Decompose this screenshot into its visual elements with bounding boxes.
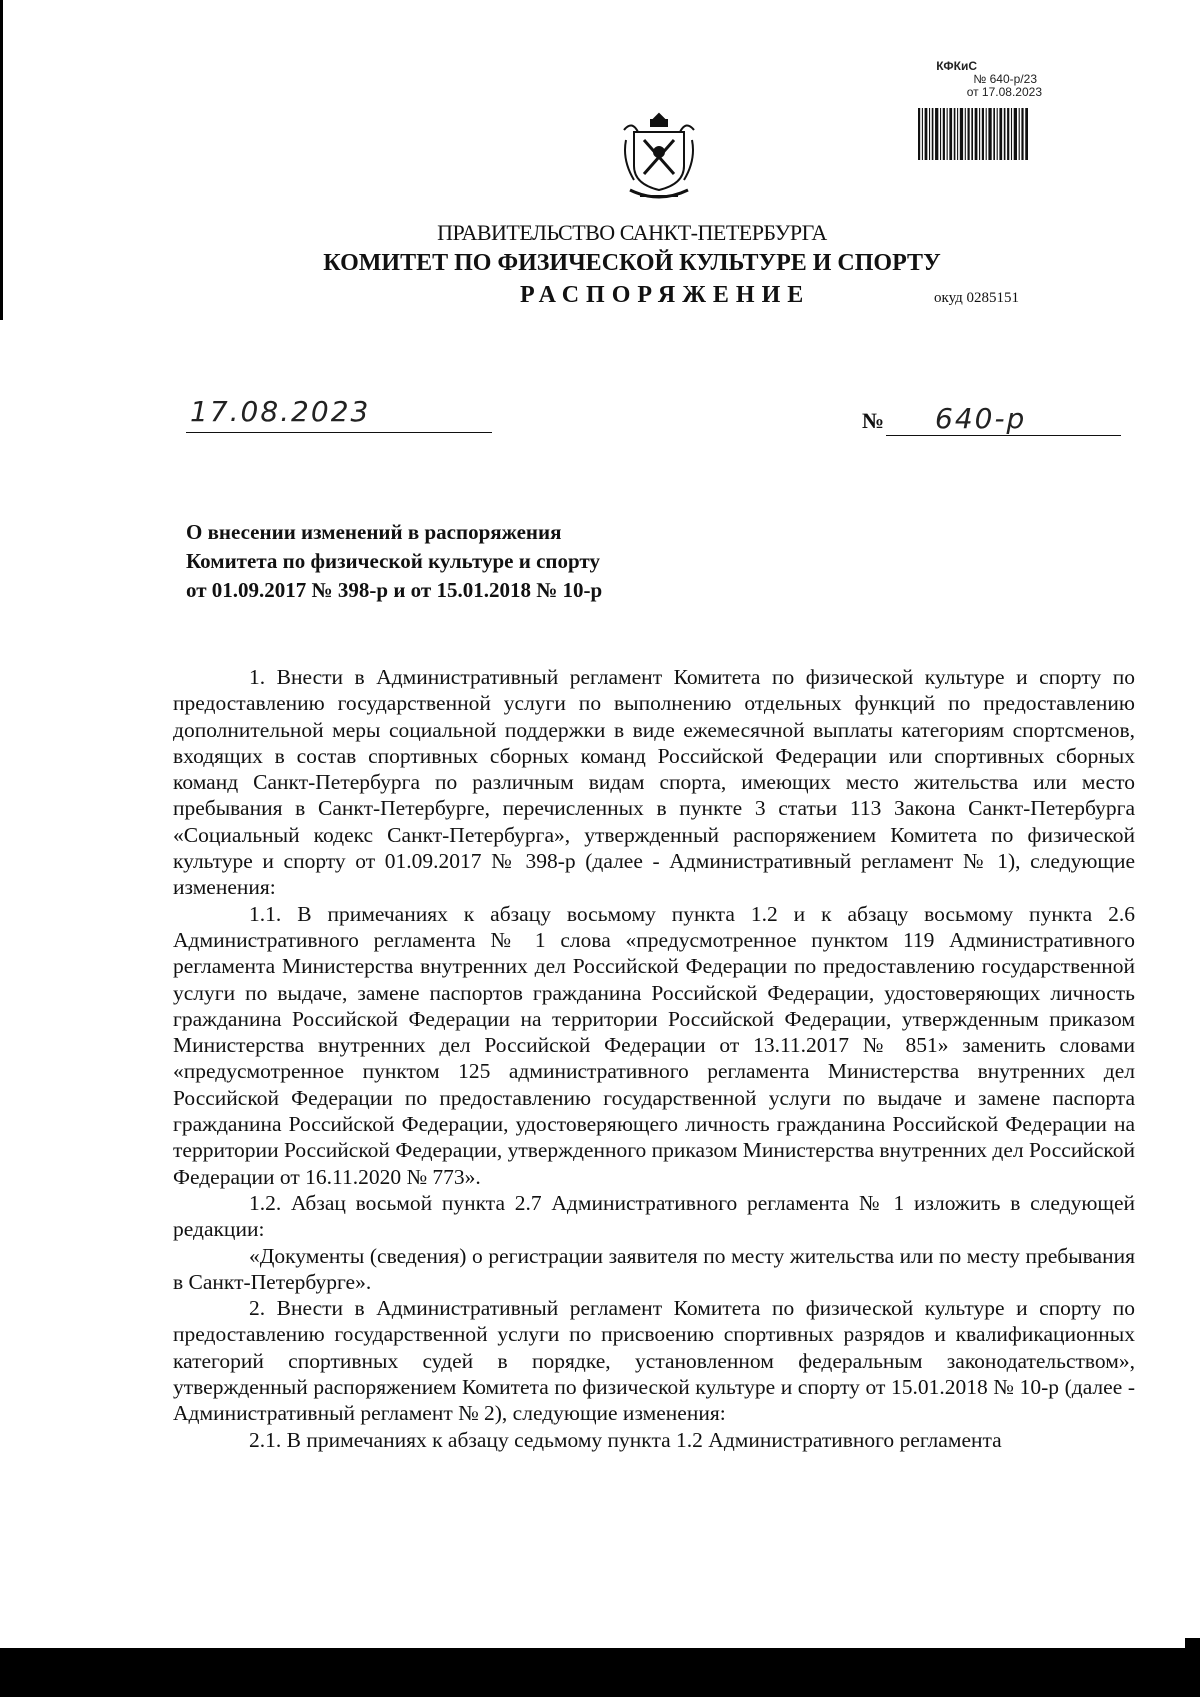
document-body: [173, 664, 1135, 1453]
okud-code: окуд 0285151: [934, 290, 1020, 306]
title-line: от 01.09.2017 № 398-р и от 15.01.2018 № 10-р: [186, 578, 603, 602]
stamp-org: КФКиС: [936, 59, 977, 73]
date-underline: [186, 432, 492, 433]
document-title: [186, 518, 602, 605]
government-heading: ПРАВИТЕЛЬСТВО САНКТ-ПЕТЕРБУРГА: [437, 220, 827, 245]
handwritten-number: 640-р: [935, 402, 1027, 435]
paragraph-2: 2. Внести в Административный регламент Комитета по физической культуре и спорту по предоставлению государственной услуги по присвоению спортивных разрядов и квалификационных категорий спортивных судей в порядке, установленном федеральным законодательством», утвержденный распоряжением Комитета по физической культуре и спорту от 15.01.2018 № 10-р (далее - Административный регламент № 2), следующие изменения:: [173, 1296, 1135, 1426]
paragraph-1: 1. Внести в Административный регламент Комитета по физической культуре и спорту по предоставлению государственной услуги по выполнению отдельных функций по предоставлению дополнительной меры социальной поддержки в виде ежемесячной выплаты категориям спортсменов, входящих в состав спортивных сборных команд Российской Федерации или спортивных сборных команд Санкт-Петербурга по различным видам спорта, имеющих место жительства или место пребывания в Санкт-Петербурге, перечисленных в пункте 3 статьи 113 Закона Санкт-Петербурга «Социальный кодекс Санкт-Петербурга», утвержденный распоряжением Комитета по физической культуре и спорту от 01.09.2017 № 398-р (далее - Административный регламент № 1), следующие изменения:: [173, 665, 1135, 900]
paragraph-1-2: 1.2. Абзац восьмой пункта 2.7 Административного регламента № 1 изложить в следующей редакции:: [173, 1190, 1135, 1242]
document-type-heading: РАСПОРЯЖЕНИЕ: [520, 282, 811, 308]
committee-heading: КОМИТЕТ ПО ФИЗИЧЕСКОЙ КУЛЬТУРЕ И СПОРТУ: [323, 250, 941, 276]
paragraph-1-1: 1.1. В примечаниях к абзацу восьмому пункта 1.2 и к абзацу восьмому пункта 2.6 Административного регламента № 1 слова «предусмотренное пунктом 119 Административного регламента Министерства внутренних дел Российской Федерации по предоставлению государственной услуги по выдаче, замене паспортов гражданина Российской Федерации, удостоверяющих личность гражданина Российской Федерации на территории Российской Федерации, утвержденным приказом Министерства внутренних дел Российской Федерации от 13.11.2017 № 851» заменить словами «предусмотренное пунктом 125 административного регламента Министерства внутренних дел Российской Федерации по предоставлению государственной услуги по выдаче и замене паспорта гражданина Российской Федерации, удостоверяющего личность гражданина Российской Федерации на территории Российской Федерации, утвержденного приказом Министерства внутренних дел Российской Федерации от 16.11.2020 № 773».: [173, 901, 1135, 1189]
stamp-number: № 640-р/23: [973, 72, 1037, 86]
number-label: №: [862, 408, 885, 433]
title-line: О внесении изменений в распоряжения: [186, 520, 562, 544]
paragraph-1-2-quote: «Документы (сведения) о регистрации заявителя по месту жительства или по месту пребывания в Санкт-Петербурге».: [173, 1243, 1135, 1294]
paragraph-2-1: 2.1. В примечаниях к абзацу седьмому пункта 1.2 Административного регламента: [249, 1427, 1002, 1452]
handwritten-date: 17.08.2023: [190, 395, 371, 428]
number-underline: [886, 435, 1121, 436]
coat-of-arms-emblem: [620, 110, 698, 202]
registration-stamp: [912, 60, 1117, 165]
title-line: Комитета по физической культуре и спорту: [186, 549, 600, 573]
barcode: [918, 108, 1028, 160]
stamp-date: от 17.08.2023: [966, 85, 1042, 99]
scan-bottom-edge: [0, 1648, 1200, 1697]
